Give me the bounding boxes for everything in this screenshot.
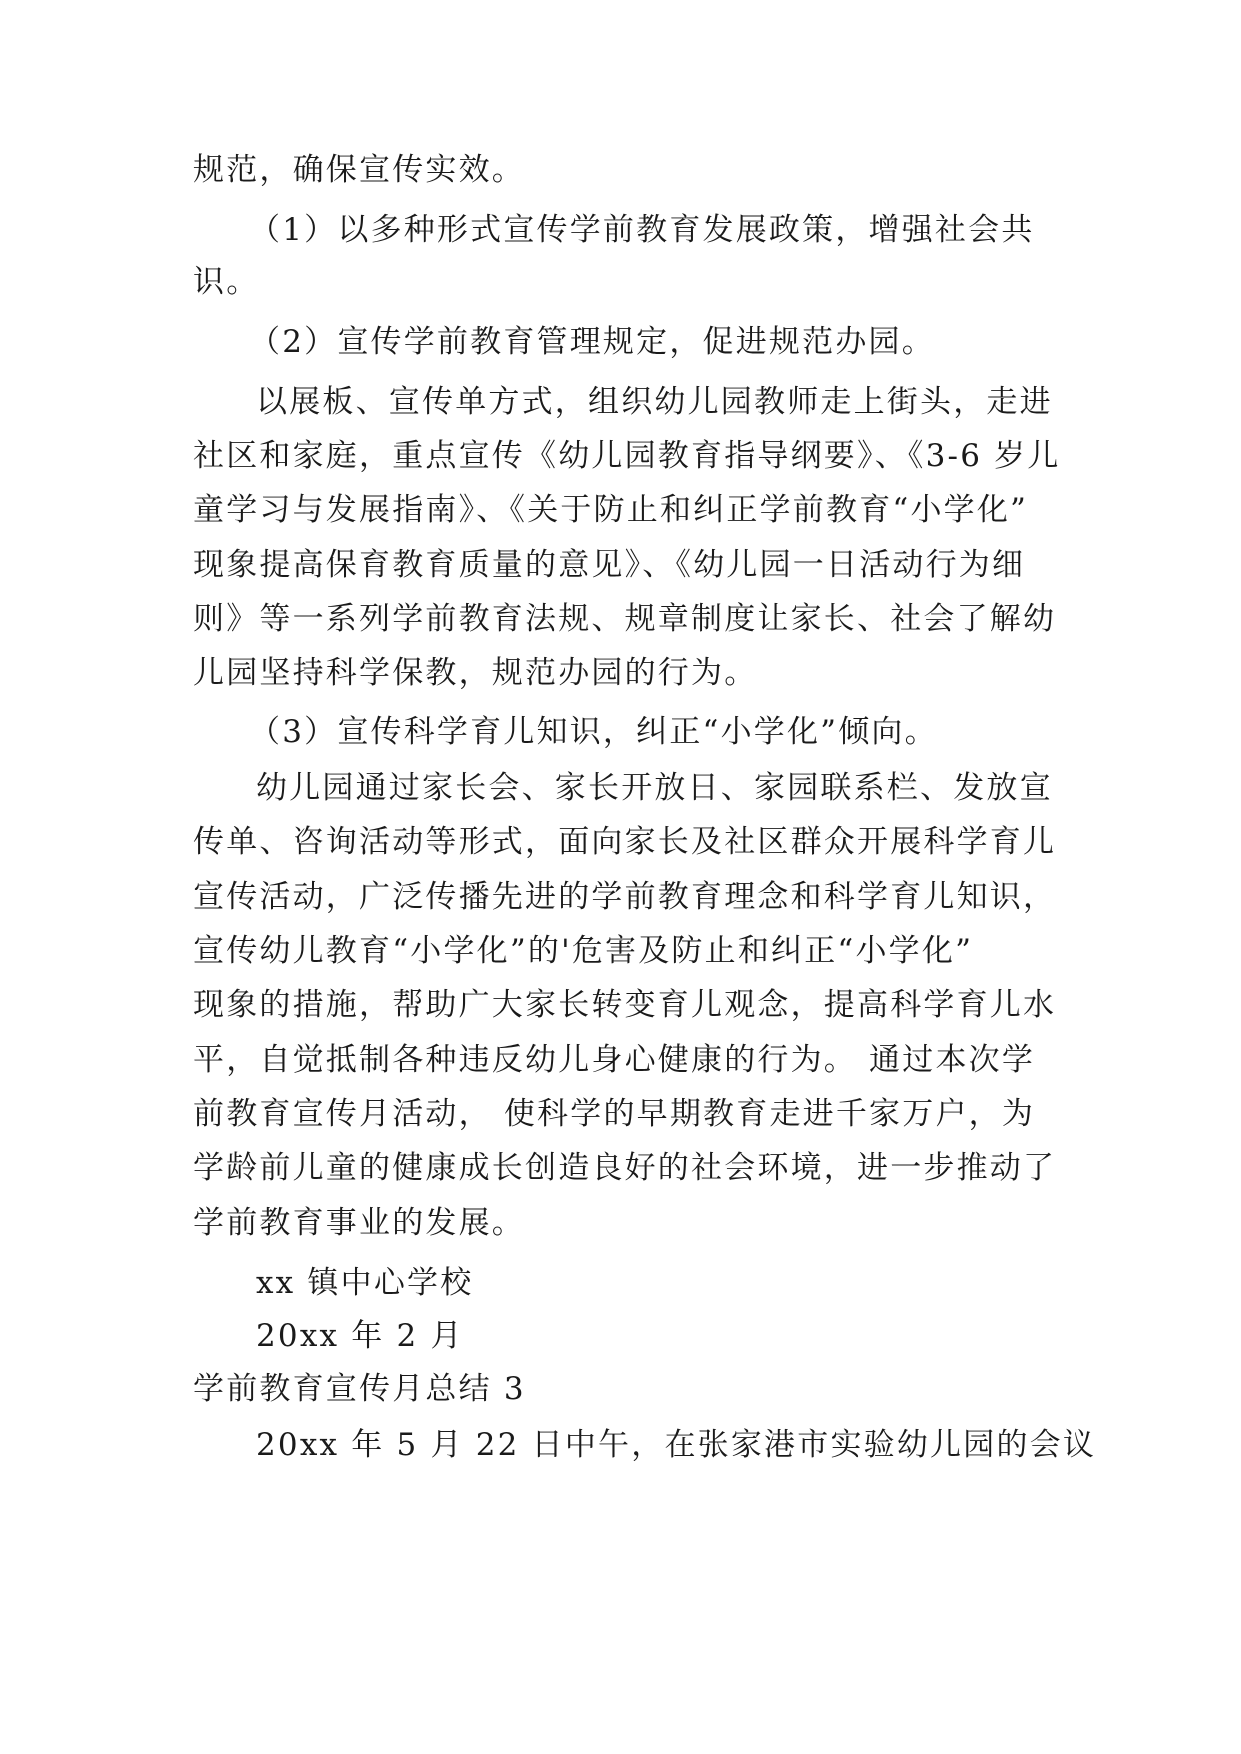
paragraph-line: 规范，确保宣传实效。 (193, 152, 525, 188)
paragraph-line: 识。 (193, 264, 260, 300)
paragraph-line: （2）宣传学前教育管理规定，促进规范办园。 (249, 324, 935, 360)
paragraph-line: 学前教育事业的发展。 (193, 1205, 525, 1241)
signature-date: 20xx 年 2 月 (256, 1318, 464, 1354)
paragraph-line: 幼儿园通过家长会、家长开放日、家园联系栏、发放宣 (256, 770, 1053, 806)
signature-school: xx 镇中心学校 (256, 1265, 474, 1301)
paragraph-line: 宣传幼儿教育“小学化”的'危害及防止和纠正“小学化” (193, 933, 974, 969)
paragraph-line: 20xx 年 5 月 22 日中午，在张家港市实验幼儿园的会议 (256, 1427, 1097, 1463)
paragraph-line: 现象的措施，帮助广大家长转变育儿观念，提高科学育儿水 (193, 987, 1057, 1023)
paragraph-line: （3）宣传科学育儿知识，纠正“小学化”倾向。 (249, 714, 938, 750)
paragraph-line: 宣传活动，广泛传播先进的学前教育理念和科学育儿知识， (193, 879, 1057, 915)
paragraph-line: 现象提高保育教育质量的意见》、《幼儿园一日活动行为细 (193, 547, 1026, 583)
paragraph-line: 儿园坚持科学保教，规范办园的行为。 (193, 655, 758, 691)
paragraph-line: 传单、咨询活动等形式，面向家长及社区群众开展科学育儿 (193, 824, 1057, 860)
paragraph-line: 则》等一系列学前教育法规、规章制度让家长、社会了解幼 (193, 601, 1057, 637)
paragraph-line: 童学习与发展指南》、《关于防止和纠正学前教育“小学化” (193, 492, 1029, 528)
paragraph-line: 社区和家庭，重点宣传《幼儿园教育指导纲要》、《3-6 岁儿 (193, 438, 1061, 474)
section-title: 学前教育宣传月总结 3 (193, 1371, 526, 1407)
paragraph-line: 学龄前儿童的健康成长创造良好的社会环境，进一步推动了 (193, 1150, 1057, 1186)
paragraph-line: 前教育宣传月活动， 使科学的早期教育走进千家万户，为 (193, 1096, 1036, 1132)
paragraph-line: （1）以多种形式宣传学前教育发展政策，增强社会共 (249, 212, 1035, 248)
paragraph-line: 以展板、宣传单方式，组织幼儿园教师走上街头，走进 (256, 384, 1053, 420)
paragraph-line: 平，自觉抵制各种违反幼儿身心健康的行为。 通过本次学 (193, 1042, 1036, 1078)
